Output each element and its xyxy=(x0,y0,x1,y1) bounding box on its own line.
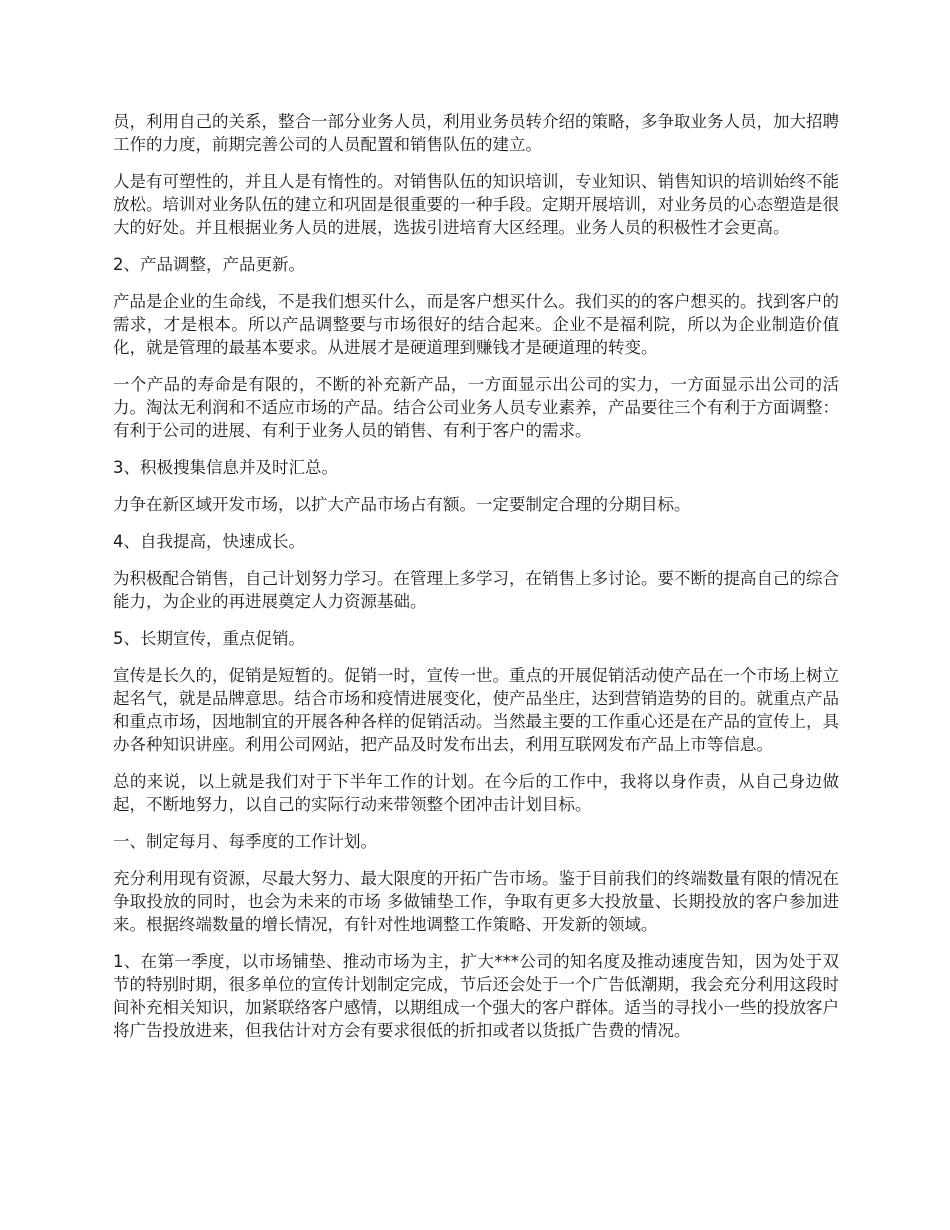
paragraph-first-quarter: 1、在第一季度，以市场铺垫、推动市场为主，扩大***公司的知名度及推动速度告知，因为处于双节的特别时期，很多单位的宣传计划制定完成，节后还会处于一个广告低潮期，我会充分利用这段时间补充相关知识，加紧联络客户感情，以期组成一个强大的客户群体。适当的寻找小一些的投放客户将广告投放进来，但我估计对方会有要求很低的折扣或者以货抵广告费的情况。 xyxy=(113,952,839,1040)
document-page xyxy=(113,110,839,1056)
paragraph-summary: 总的来说，以上就是我们对于下半年工作的计划。在今后的工作中，我将以身作责，从自己身边做起，不断地努力，以自己的实际行动来带领整个团冲击计划目标。 xyxy=(113,772,839,814)
heading-self-improvement: 4、自我提高，快速成长。 xyxy=(113,532,305,551)
paragraph-ad-market: 充分利用现有资源，尽最大努力、最大限度的开拓广告市场。鉴于目前我们的终端数量有限的情况在争取投放的同时，也会为未来的市场 多做铺垫工作，争取有更多大投放量、长期投放的客户参加进来。根据终端数量的增长情况，有针对性地调整工作策略、开发新的领域。 xyxy=(113,869,839,934)
heading-product-adjustment: 2、产品调整，产品更新。 xyxy=(113,255,305,274)
paragraph-new-region-market: 力争在新区域开发市场，以扩大产品市场占有额。一定要制定合理的分期目标。 xyxy=(113,495,691,514)
paragraph-product-lifespan: 一个产品的寿命是有限的，不断的补充新产品，一方面显示出公司的实力，一方面显示出公司的活力。淘汰无利润和不适应市场的产品。结合公司业务人员专业素养，产品要往三个有利于方面调整：有利于公司的进展、有利于业务人员的销售、有利于客户的需求。 xyxy=(113,375,839,440)
paragraph-staff-recruitment: 员，利用自己的关系，整合一部分业务人员，利用业务员转介绍的策略，多争取业务人员，加大招聘工作的力度，前期完善公司的人员配置和销售队伍的建立。 xyxy=(113,112,839,154)
heading-collect-information: 3、积极搜集信息并及时汇总。 xyxy=(113,458,338,477)
heading-monthly-quarterly-plan: 一、制定每月、每季度的工作计划。 xyxy=(113,832,377,851)
paragraph-product-lifeline: 产品是企业的生命线，不是我们想买什么，而是客户想买什么。我们买的的客户想买的。找到客户的需求，才是根本。所以产品调整要与市场很好的结合起来。企业不是福利院，所以为企业制造价值化，就是管理的最基本要求。从进展才是硬道理到赚钱才是硬道理的转变。 xyxy=(113,292,839,357)
heading-long-term-promotion: 5、长期宣传，重点促销。 xyxy=(113,629,305,648)
paragraph-promotion-details: 宣传是长久的，促销是短暂的。促销一时，宣传一世。重点的开展促销活动使产品在一个市场上树立起名气，就是品牌意思。结合市场和疫情进展变化，使产品坐庄，达到营销造势的目的。就重点产品和重点市场，因地制宜的开展各种各样的促销活动。当然最主要的工作重心还是在产品的宣传上，具办各种知识讲座。利用公司网站，把产品及时发布出去，利用互联网发布产品上市等信息。 xyxy=(113,666,839,754)
paragraph-sales-training: 人是有可塑性的，并且人是有惰性的。对销售队伍的知识培训，专业知识、销售知识的培训始终不能放松。培训对业务队伍的建立和巩固是很重要的一种手段。定期开展培训，对业务员的心态塑造是很大的好处。并且根据业务人员的进展，选拔引进培育大区经理。业务人员的积极性才会更高。 xyxy=(113,172,839,237)
paragraph-study-plan: 为积极配合销售，自己计划努力学习。在管理上多学习，在销售上多讨论。要不断的提高自己的综合能力，为企业的再进展奠定人力资源基础。 xyxy=(113,569,839,611)
